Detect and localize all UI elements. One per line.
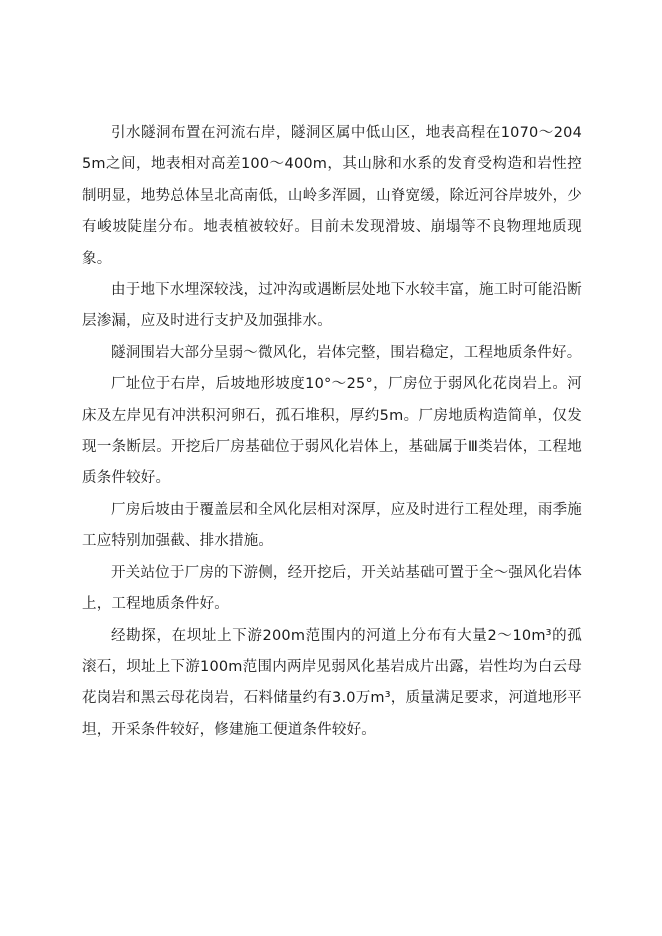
paragraph-groundwater: 由于地下水埋深较浅，过冲沟或遇断层处地下水较丰富，施工时可能沿断层渗漏，应及时进行支护及加强排水。 <box>82 282 582 330</box>
paragraph-switch-station: 开关站位于厂房的下游侧，经开挖后，开关站基础可置于全～强风化岩体上，工程地质条件好。 <box>82 564 582 613</box>
paragraph-quarry: 经勘探，在坝址上下游200m范围内的河道上分布有大量2～10m³的孤滚石，坝址上下游100m范围内两岸见弱风化基岩成片出露，岩性均为白云母花岗岩和黑云母花岗岩，石料储量约有3.0万m³，质量满足要求，河道地形平坦，开采条件较好，修建施工便道条件较好。 <box>82 627 582 738</box>
body-text <box>82 118 582 746</box>
paragraph-powerhouse-slope: 厂房后坡由于覆盖层和全风化层相对深厚，应及时进行工程处理，雨季施工应特别加强截、排水措施。 <box>82 501 582 550</box>
paragraph-powerhouse-site: 厂址位于右岸，后坡地形坡度10°～25°，厂房位于弱风化花岗岩上。河床及左岸见有冲洪积河卵石，孤石堆积，厚约5m。厂房地质构造简单，仅发现一条断层。开挖后厂房基础位于弱风化岩体上，基础属于Ⅲ类岩体，工程地质条件较好。 <box>82 376 582 487</box>
paragraph-tunnel-terrain: 引水隧洞布置在河流右岸，隧洞区属中低山区，地表高程在1070～2045m之间，地表相对高差100～400m，其山脉和水系的发育受构造和岩性控制明显，地势总体呈北高南低，山岭多浑圆，山脊宽缓，除近河谷岸坡外，少有峻坡陡崖分布。地表植被较好。目前未发现滑坡、崩塌等不良物理地质现象。 <box>82 125 582 267</box>
paragraph-surrounding-rock: 隧洞围岩大部分呈弱～微风化，岩体完整，围岩稳定，工程地质条件好。 <box>111 344 582 361</box>
